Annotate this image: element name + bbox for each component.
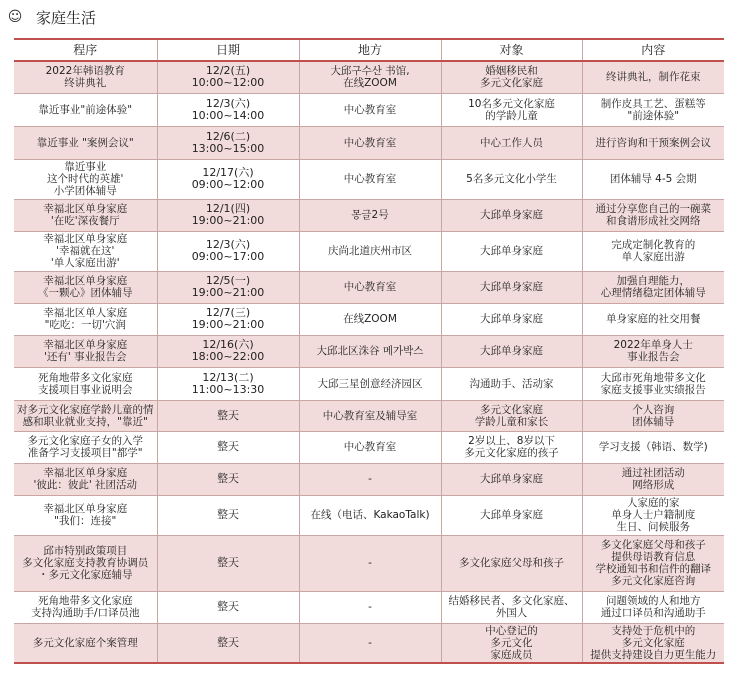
- cell-place: -: [299, 591, 441, 623]
- cell-program: 幸福北区单身家庭 《一颗心》团体辅导: [14, 271, 157, 303]
- cell-target: 沟通助手、活动家: [441, 367, 582, 400]
- cell-place: 中心教育室: [299, 159, 441, 199]
- page-title: 家庭生活: [36, 8, 97, 27]
- cell-place: 大邱北区洙谷 메가박스: [299, 335, 441, 367]
- cell-place: 在线（电话、KakaoTalk): [299, 495, 441, 535]
- cell-place: -: [299, 463, 441, 495]
- page-header: [8, 5, 96, 29]
- cell-target: 大邱单身家庭: [441, 303, 582, 335]
- cell-target: 5名多元文化小学生: [441, 159, 582, 199]
- column-header-place: 地方: [299, 39, 441, 61]
- cell-content: 通过社团活动 网络形成: [582, 463, 724, 495]
- cell-date: 整天: [157, 463, 299, 495]
- cell-content: 多文化家庭父母和孩子 提供母语教育信息 学校通知书和信件的翻译 多元文化家庭咨询: [582, 535, 724, 591]
- cell-program: 幸福北区单人家庭 "吃吃：一切'穴润: [14, 303, 157, 335]
- column-header-date: 日期: [157, 39, 299, 61]
- table-row: [14, 159, 724, 199]
- smiley-icon: ☺: [7, 9, 23, 25]
- cell-target: 大邱单身家庭: [441, 335, 582, 367]
- cell-place: 庆尚北道庆州市区: [299, 231, 441, 271]
- cell-program: 邱市特别政策项目 多文化家庭支持教育协调员 ・多元文化家庭辅导: [14, 535, 157, 591]
- cell-content: 学习支援（韩语、数学): [582, 431, 724, 463]
- cell-content: 加强自理能力， 心理情绪稳定团体辅导: [582, 271, 724, 303]
- cell-date: 12/16(六) 18:00~22:00: [157, 335, 299, 367]
- cell-place: 中心教育室: [299, 271, 441, 303]
- cell-target: 结婚移民者、多文化家庭、 外国人: [441, 591, 582, 623]
- cell-date: 12/13(二) 11:00~13:30: [157, 367, 299, 400]
- cell-date: 12/3(六) 09:00~17:00: [157, 231, 299, 271]
- cell-place: 大邱三星创意经济园区: [299, 367, 441, 400]
- cell-date: 整天: [157, 623, 299, 663]
- cell-target: 婚姻移民和 多元文化家庭: [441, 61, 582, 93]
- cell-place: 大邱구수산 书馆, 在线ZOOM: [299, 61, 441, 93]
- cell-place: -: [299, 623, 441, 663]
- cell-program: 幸福北区单身家庭 '彼此：彼此' 社团活动: [14, 463, 157, 495]
- cell-content: 问题领域的人和地方 通过口译员和沟通助手: [582, 591, 724, 623]
- table-row: [14, 367, 724, 400]
- table-row: [14, 623, 724, 663]
- column-header-content: 内容: [582, 39, 724, 61]
- cell-program: 死角地带多文化家庭 支援项目事业说明会: [14, 367, 157, 400]
- table-row: [14, 335, 724, 367]
- cell-place: -: [299, 535, 441, 591]
- cell-program: 2022年韩语教育 终讲典礼: [14, 61, 157, 93]
- cell-place: 몽글2号: [299, 199, 441, 231]
- cell-program: 靠近事业 "案例会议": [14, 126, 157, 159]
- cell-program: 靠近事业 这个时代的英雄' 小学团体辅导: [14, 159, 157, 199]
- table-row: [14, 231, 724, 271]
- cell-program: 死角地带多文化家庭 支持沟通助手/口译员池: [14, 591, 157, 623]
- cell-content: 终讲典礼，制作花束: [582, 61, 724, 93]
- cell-target: 2岁以上、8岁以下 多元文化家庭的孩子: [441, 431, 582, 463]
- table-row: [14, 93, 724, 126]
- cell-place: 中心教育室: [299, 431, 441, 463]
- cell-place: 中心教育室: [299, 93, 441, 126]
- cell-target: 大邱单身家庭: [441, 199, 582, 231]
- column-header-program: 程序: [73, 43, 98, 57]
- cell-program: 幸福北区单身家庭 '幸福就在这' '单人家庭出游': [14, 231, 157, 271]
- cell-target: 大邱单身家庭: [441, 463, 582, 495]
- table-row: [14, 495, 724, 535]
- cell-date: 12/6(二) 13:00~15:00: [157, 126, 299, 159]
- table-row: [14, 271, 724, 303]
- cell-content: 支持处于危机中的 多元文化家庭 提供支持建设自力更生能力: [582, 623, 724, 663]
- cell-target: 多文化家庭父母和孩子: [441, 535, 582, 591]
- cell-place: 中心教育室: [299, 126, 441, 159]
- cell-content: 完成定制化教育的 单人家庭出游: [582, 231, 724, 271]
- schedule-table-wrapper: [14, 38, 724, 664]
- table-row: [14, 463, 724, 495]
- cell-date: 整天: [157, 431, 299, 463]
- column-header-target: 对象: [441, 39, 582, 61]
- cell-date: 12/5(一) 19:00~21:00: [157, 271, 299, 303]
- table-row: [14, 199, 724, 231]
- cell-content: 制作皮具工艺、蛋糕等 "前途体验": [582, 93, 724, 126]
- cell-program: 多元文化家庭个案管理: [14, 623, 157, 663]
- cell-place: 中心教育室及辅导室: [299, 400, 441, 431]
- cell-program: 对多元文化家庭学龄儿童的情 感和职业就业支持，"靠近": [14, 400, 157, 431]
- cell-program: 幸福北区单身家庭 "我们：连接": [14, 495, 157, 535]
- cell-content: 单身家庭的社交用餐: [582, 303, 724, 335]
- cell-target: 多元文化家庭 学龄儿童和家长: [441, 400, 582, 431]
- cell-content: 个人咨询 团体辅导: [582, 400, 724, 431]
- cell-target: 10名多元文化家庭 的学龄儿童: [441, 93, 582, 126]
- cell-target: 大邱单身家庭: [441, 495, 582, 535]
- cell-content: 大邱市死角地带多文化 家庭支援事业实绩报告: [582, 367, 724, 400]
- cell-program: 幸福北区单身家庭 '在吃'深夜餐厅: [14, 199, 157, 231]
- cell-date: 12/7(三) 19:00~21:00: [157, 303, 299, 335]
- cell-date: 整天: [157, 495, 299, 535]
- cell-date: 整天: [157, 400, 299, 431]
- cell-program: 多元文化家庭子女的入学 准备学习支援项目"都学": [14, 431, 157, 463]
- cell-place: 在线ZOOM: [299, 303, 441, 335]
- cell-date: 整天: [157, 535, 299, 591]
- table-row: [14, 431, 724, 463]
- table-row: [14, 591, 724, 623]
- schedule-table: [14, 38, 724, 664]
- cell-program: 靠近事业"前途体验": [14, 93, 157, 126]
- cell-target: 大邱单身家庭: [441, 231, 582, 271]
- table-header-row: [14, 39, 724, 61]
- cell-date: 12/2(五) 10:00~12:00: [157, 61, 299, 93]
- table-row: [14, 61, 724, 93]
- cell-content: 2022年单身人士 事业报告会: [582, 335, 724, 367]
- cell-program: 幸福北区单身家庭 '还有' 事业报告会: [14, 335, 157, 367]
- cell-date: 整天: [157, 591, 299, 623]
- table-row: [14, 400, 724, 431]
- table-row: [14, 126, 724, 159]
- table-row: [14, 535, 724, 591]
- cell-date: 12/1(四) 19:00~21:00: [157, 199, 299, 231]
- cell-target: 大邱单身家庭: [441, 271, 582, 303]
- cell-date: 12/17(六) 09:00~12:00: [157, 159, 299, 199]
- cell-content: 通过分享您自己的一碗菜 和食谱形成社交网络: [582, 199, 724, 231]
- cell-target: 中心工作人员: [441, 126, 582, 159]
- cell-content: 团体辅导 4-5 会期: [582, 159, 724, 199]
- cell-date: 12/3(六) 10:00~14:00: [157, 93, 299, 126]
- cell-target: 中心登记的 多元文化 家庭成员: [441, 623, 582, 663]
- cell-content: 进行咨询和干预案例会议: [582, 126, 724, 159]
- table-row: [14, 303, 724, 335]
- cell-content: 人家庭的家 单身人士户籍制度 生日、问候服务: [582, 495, 724, 535]
